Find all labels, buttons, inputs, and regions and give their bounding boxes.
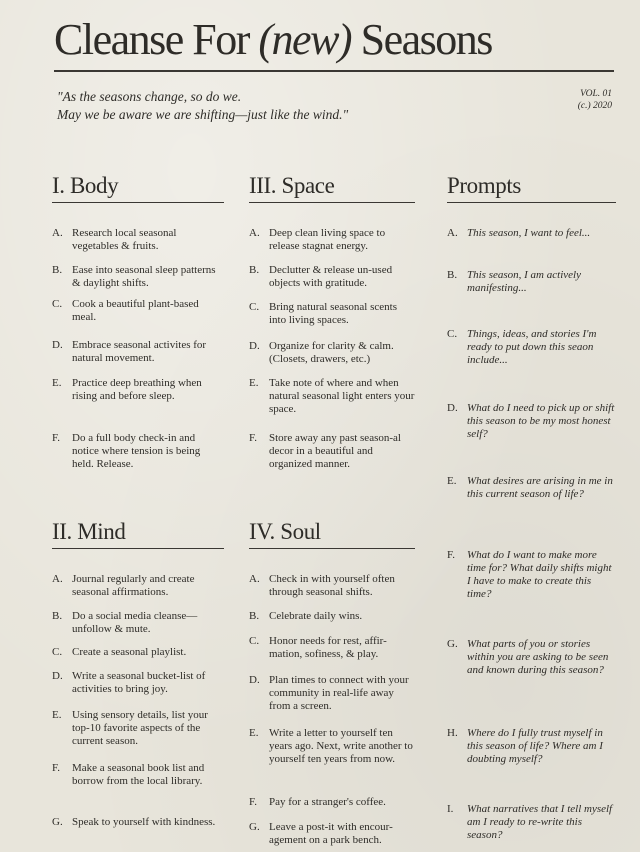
list-item: C. Things, ideas, and stories I'm ready to put down this seaon include...	[447, 328, 597, 366]
list-item: E. Take note of where and when natural seasonal light enters your space.	[249, 377, 415, 415]
section-prompts	[447, 172, 616, 841]
list-item: A. Deep clean living space to release stagnat energy.	[249, 227, 386, 252]
list-item: F. Do a full body check-in and notice where tension is being held. Release.	[52, 432, 201, 470]
list-item: G. Leave a post-it with encour-agement on a park bench.	[249, 821, 393, 846]
volume-year: (c.) 2020	[577, 101, 612, 111]
list-item: F. What do I want to make more time for? What daily shifts might I have to make to create this time?	[447, 549, 612, 600]
list-item: C. Create a seasonal playlist.	[52, 646, 187, 658]
list-item: D. Write a seasonal bucket-list of activities to bring joy.	[52, 670, 206, 695]
list-item: E. What desires are arising in me in this current season of life?	[447, 475, 613, 500]
list-item: G. What parts of you or stories within you are asking to be seen and known during this season?	[447, 638, 609, 676]
list-item: C. Cook a beautiful plant-based meal.	[52, 298, 199, 323]
section-body	[52, 172, 224, 470]
section-heading-body: I. Body	[52, 172, 224, 203]
list-item: D. Organize for clarity & calm. (Closets, drawers, etc.)	[249, 340, 394, 365]
list-item: F. Store away any past season-al decor in a beautiful and organized manner.	[249, 432, 401, 470]
quote-line-2: May we be aware we are shifting—just like the wind."	[57, 107, 349, 122]
list-item: A. Journal regularly and create seasonal affirmations.	[52, 573, 195, 598]
header-quote	[57, 88, 477, 124]
title-before: Cleanse For	[54, 15, 259, 64]
title-after: Seasons	[351, 15, 492, 64]
section-space	[249, 172, 415, 470]
title-italic: (new)	[258, 15, 352, 64]
list-item: F. Make a seasonal book list and borrow from the local library.	[52, 762, 205, 787]
list-item: B. Celebrate daily wins.	[249, 610, 363, 622]
section-soul	[249, 518, 415, 846]
list-item: C. Bring natural seasonal scents into living spaces.	[249, 301, 397, 326]
list-item: G. Speak to yourself with kindness.	[52, 816, 216, 828]
section-mind	[52, 518, 224, 828]
page-title	[54, 12, 594, 68]
list-item: A. Check in with yourself often through seasonal shifts.	[249, 573, 395, 598]
list-item: F. Pay for a stranger's coffee.	[249, 796, 386, 808]
title-divider	[54, 70, 614, 72]
list-item: C. Honor needs for rest, affir-mation, sofiness, & play.	[249, 635, 387, 660]
section-heading-soul: IV. Soul	[249, 518, 415, 549]
section-heading-mind: II. Mind	[52, 518, 224, 549]
section-heading-prompts: Prompts	[447, 172, 616, 203]
list-item: E. Using sensory details, list your top-10 favorite aspects of the current season.	[52, 709, 208, 747]
list-item: E. Practice deep breathing when rising and before sleep.	[52, 377, 202, 402]
quote-line-1: "As the seasons change, so do we.	[57, 89, 242, 104]
list-item: A. This season, I want to feel...	[447, 227, 591, 239]
list-item: E. Write a letter to yourself ten years ago. Next, write another to yourself ten years from now.	[249, 727, 413, 765]
list-item: B. Declutter & release un-used objects with gratitude.	[249, 264, 393, 289]
list-item: B. Ease into seasonal sleep patterns & daylight shifts.	[52, 264, 216, 289]
list-item: A. Research local seasonal vegetables & fruits.	[52, 227, 177, 252]
list-item: B. This season, I am actively manifesting...	[447, 269, 581, 294]
volume-info	[532, 88, 612, 112]
list-item: I. What narratives that I tell myself am I ready to re-write this season?	[447, 803, 613, 841]
list-item: D. Embrace seasonal activites for natural movement.	[52, 339, 207, 364]
list-item: D. What do I need to pick up or shift this season to be my most honest self?	[447, 402, 615, 440]
section-heading-space: III. Space	[249, 172, 415, 203]
list-item: D. Plan times to connect with your community in real-life away from a screen.	[249, 674, 409, 712]
list-item: H. Where do I fully trust myself in this season of life? Where am I doubting myself?	[447, 727, 603, 765]
list-item: B. Do a social media cleanse—unfollow & mute.	[52, 610, 198, 635]
volume-number: VOL. 01	[580, 89, 612, 99]
